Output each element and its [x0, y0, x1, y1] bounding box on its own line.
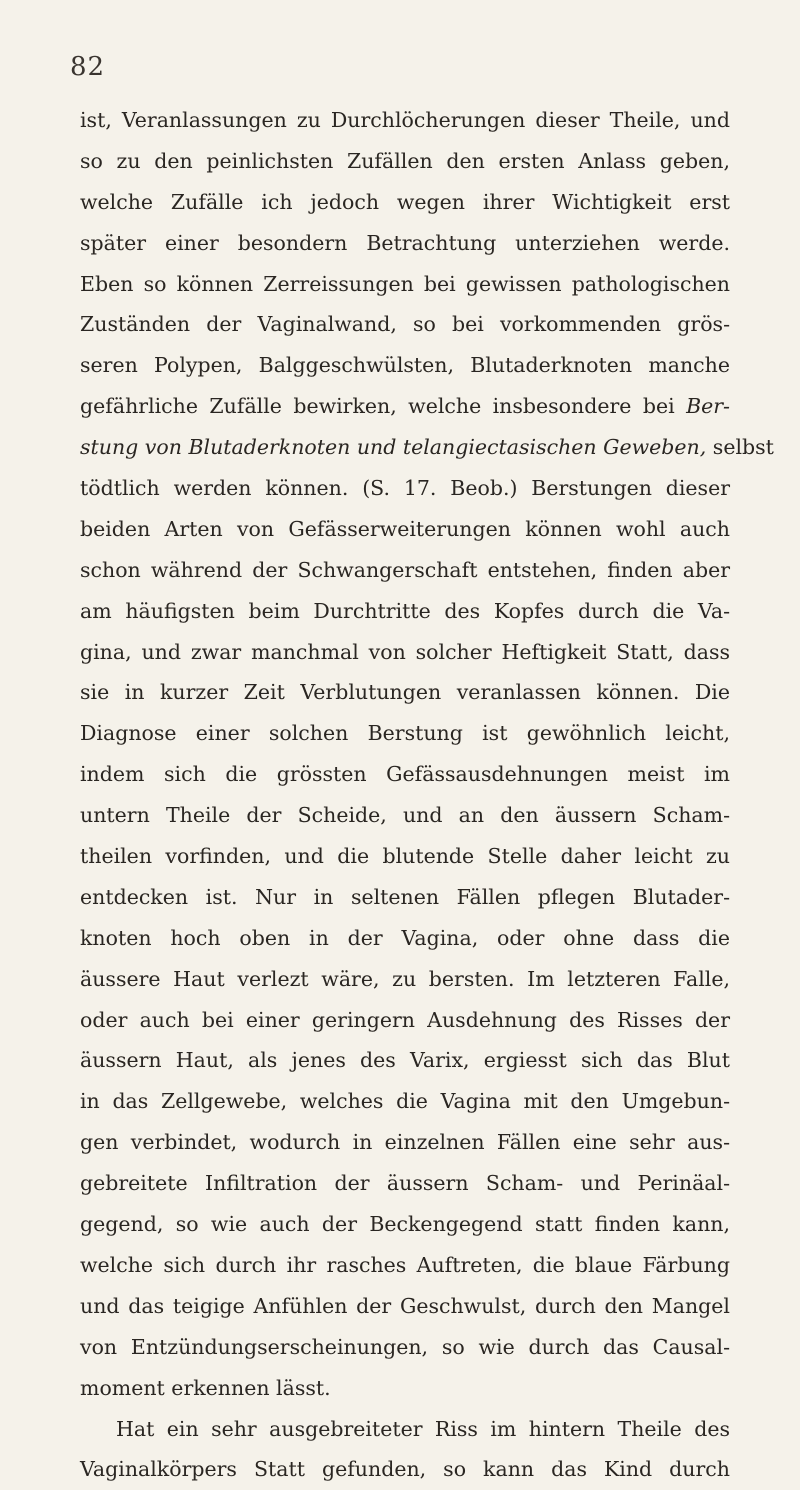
text-line: äussern Haut, als jenes des Varix, ergiesst sich das Blut — [80, 1048, 730, 1073]
text-line: beiden Arten von Gefässerweiterungen können wohl auch — [80, 516, 730, 541]
text-fragment: selbst — [706, 435, 774, 460]
text-line: später einer besondern Betrachtung unterziehen werde. — [80, 230, 730, 255]
text-line: Zuständen der Vaginalwand, so bei vorkommenden grös- — [80, 312, 730, 337]
text-line: äussere Haut verlezt wäre, zu bersten. Im letzteren Falle, — [80, 966, 730, 991]
body-text — [80, 100, 774, 1490]
text-line: gegend, so wie auch der Beckengegend statt finden kann, — [80, 1212, 730, 1237]
text-fragment: gefährliche Zufälle bewirken, welche insbesondere bei — [80, 394, 687, 419]
text-line: von Entzündungserscheinungen, so wie durch das Causal- — [80, 1334, 730, 1359]
text-line: knoten hoch oben in der Vagina, oder ohne dass die — [80, 925, 730, 950]
italic-fragment: Ber- — [686, 394, 730, 419]
text-line-mixed — [80, 427, 774, 468]
text-line: untern Theile der Scheide, und an den äussern Scham- — [80, 803, 730, 828]
page-number: 82 — [70, 52, 106, 82]
text-line: am häufigsten beim Durchtritte des Kopfes durch die Va- — [80, 598, 730, 623]
text-line: und das teigige Anfühlen der Geschwulst, durch den Mangel — [80, 1293, 730, 1318]
italic-fragment: stung von Blutaderknoten und telangiectasischen Geweben, — [80, 435, 707, 460]
text-line: Diagnose einer solchen Berstung ist gewöhnlich leicht, — [80, 721, 730, 746]
text-line: Vaginalkörpers Statt gefunden, so kann das Kind durch — [80, 1457, 730, 1482]
text-line: entdecken ist. Nur in seltenen Fällen pflegen Blutader- — [80, 884, 730, 909]
text-line: ist, Veranlassungen zu Durchlöcherungen dieser Theile, und — [80, 108, 730, 132]
text-line: oder auch bei einer geringern Ausdehnung des Risses der — [80, 1007, 730, 1032]
text-line: moment erkennen lässt. — [80, 1375, 331, 1400]
text-line: gen verbindet, wodurch in einzelnen Fällen eine sehr aus- — [80, 1130, 730, 1155]
text-line: so zu den peinlichsten Zufällen den ersten Anlass geben, — [80, 148, 730, 173]
text-line: indem sich die grössten Gefässausdehnungen meist im — [80, 762, 730, 787]
text-line: in das Zellgewebe, welches die Vagina mit den Umgebun- — [80, 1089, 730, 1114]
text-line-mixed — [80, 386, 730, 427]
text-line: seren Polypen, Balggeschwülsten, Blutaderknoten manche — [80, 353, 730, 378]
text-line: theilen vorfinden, und die blutende Stelle daher leicht zu — [80, 844, 730, 869]
text-line: tödtlich werden können. (S. 17. Beob.) Berstungen dieser — [80, 476, 730, 501]
text-line: gebreitete Infiltration der äussern Scham- und Perinäal- — [80, 1171, 730, 1196]
text-line: Eben so können Zerreissungen bei gewissen pathologischen — [80, 271, 730, 296]
text-line: gina, und zwar manchmal von solcher Heftigkeit Statt, dass — [80, 639, 730, 664]
text-line: Hat ein sehr ausgebreiteter Riss im hintern Theile des — [116, 1416, 730, 1441]
text-line: schon während der Schwangerschaft entstehen, finden aber — [80, 557, 730, 582]
text-line: welche Zufälle ich jedoch wegen ihrer Wichtigkeit erst — [80, 189, 730, 214]
text-line: welche sich durch ihr rasches Auftreten, die blaue Färbung — [80, 1252, 730, 1277]
text-line: sie in kurzer Zeit Verblutungen veranlassen können. Die — [80, 680, 730, 705]
